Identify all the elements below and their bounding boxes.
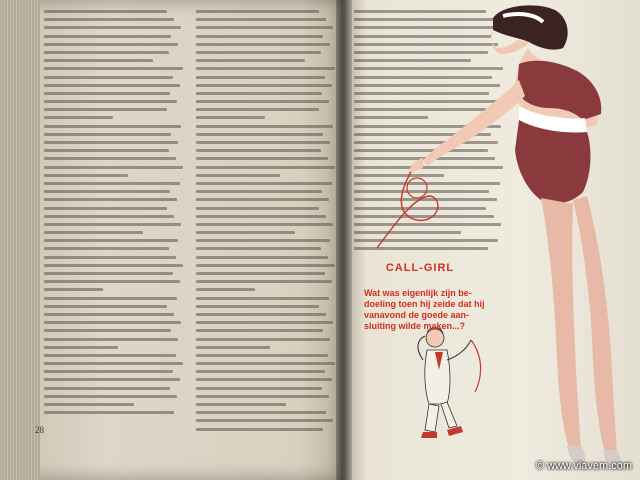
text-line <box>44 116 113 119</box>
text-line <box>196 239 330 242</box>
shorts-shape <box>515 120 590 203</box>
text-line <box>44 387 170 390</box>
text-line <box>44 239 178 242</box>
text-line <box>196 215 326 218</box>
text-line <box>44 280 180 283</box>
text-line <box>44 59 153 62</box>
text-line <box>196 272 325 275</box>
text-line <box>44 338 178 341</box>
text-line <box>44 166 183 169</box>
text-line <box>44 51 169 54</box>
text-line <box>44 370 173 373</box>
text-line <box>196 346 270 349</box>
article-title: CALL-GIRL <box>385 262 455 274</box>
text-line <box>196 419 333 422</box>
text-line <box>44 157 176 160</box>
text-line <box>196 182 332 185</box>
text-column-left <box>44 10 184 419</box>
text-line <box>44 18 174 21</box>
arm-shape <box>423 80 525 166</box>
text-line <box>196 51 321 54</box>
hand-shape <box>407 158 423 174</box>
text-line <box>44 288 103 291</box>
text-line <box>196 141 330 144</box>
text-line <box>44 174 128 177</box>
text-line <box>196 256 328 259</box>
text-line <box>196 321 333 324</box>
text-line <box>44 35 171 38</box>
text-line <box>44 305 167 308</box>
text-line <box>44 207 167 210</box>
text-line <box>44 182 180 185</box>
text-line <box>196 92 322 95</box>
page-edges <box>0 0 40 480</box>
text-line <box>44 329 171 332</box>
text-line <box>196 395 329 398</box>
man-arm <box>447 340 471 360</box>
cord-coil-shape <box>407 178 427 198</box>
text-line <box>196 35 323 38</box>
text-line <box>196 387 322 390</box>
text-line <box>44 100 177 103</box>
text-column-right <box>196 10 336 436</box>
text-line <box>44 403 134 406</box>
text-line <box>196 190 322 193</box>
text-line <box>196 116 265 119</box>
text-line <box>196 125 333 128</box>
text-line <box>44 43 178 46</box>
text-line <box>44 190 170 193</box>
text-line <box>44 133 171 136</box>
text-line <box>196 10 319 13</box>
text-line <box>196 100 329 103</box>
text-line <box>196 67 335 70</box>
text-line <box>44 297 177 300</box>
phone-cord-shape <box>377 172 438 248</box>
cartoon-man <box>418 328 481 438</box>
text-line <box>44 321 181 324</box>
text-line <box>196 18 326 21</box>
text-line <box>196 174 280 177</box>
text-line <box>44 264 183 267</box>
text-line <box>196 84 332 87</box>
watermark: © www.vlavem.com <box>535 460 632 472</box>
man-phone-arm <box>418 336 425 360</box>
man-shoe-left <box>421 432 437 438</box>
text-line <box>44 92 170 95</box>
text-line <box>44 411 174 414</box>
text-line <box>196 166 335 169</box>
text-line <box>196 247 321 250</box>
text-line <box>44 125 181 128</box>
page-number: 28 <box>35 425 44 435</box>
text-line <box>196 26 333 29</box>
text-line <box>44 256 176 259</box>
text-line <box>44 84 180 87</box>
text-line <box>44 231 143 234</box>
text-line <box>196 411 326 414</box>
man-leg-right <box>441 402 457 428</box>
text-line <box>44 141 178 144</box>
text-line <box>196 198 329 201</box>
text-line <box>44 362 183 365</box>
text-line <box>44 313 174 316</box>
leg-left-shape <box>541 198 581 448</box>
pinup-illustration <box>343 0 640 480</box>
text-line <box>196 43 330 46</box>
text-line <box>196 157 328 160</box>
man-phone-cord <box>471 340 481 392</box>
text-line <box>196 428 323 431</box>
text-line <box>44 346 118 349</box>
text-line <box>196 378 332 381</box>
text-line <box>44 354 176 357</box>
text-line <box>44 378 180 381</box>
article-headline <box>364 262 514 332</box>
text-line <box>196 305 319 308</box>
text-line <box>44 223 181 226</box>
text-line <box>196 231 295 234</box>
text-line <box>196 76 325 79</box>
text-line <box>44 215 174 218</box>
text-line <box>196 338 330 341</box>
text-line <box>196 297 329 300</box>
text-line <box>196 370 325 373</box>
text-line <box>196 108 319 111</box>
text-line <box>44 395 177 398</box>
text-line <box>196 313 326 316</box>
text-line <box>196 264 335 267</box>
text-line <box>44 67 183 70</box>
text-line <box>44 26 181 29</box>
man-leg-left <box>425 404 439 432</box>
text-line <box>44 198 177 201</box>
text-line <box>196 403 286 406</box>
text-line <box>196 207 319 210</box>
text-line <box>44 272 173 275</box>
text-line <box>44 10 167 13</box>
text-line <box>196 280 332 283</box>
text-line <box>196 59 305 62</box>
leg-right-shape <box>573 196 617 452</box>
text-line <box>196 329 323 332</box>
text-line <box>44 149 169 152</box>
text-line <box>196 354 328 357</box>
text-line <box>44 76 173 79</box>
article-question: Wat was eigenlijk zijn be-doeling toen hij zeide dat hij vanavond de goede aan-sluiting wilde maken...? <box>364 288 485 331</box>
text-line <box>196 223 333 226</box>
text-line <box>196 288 255 291</box>
text-line <box>196 362 335 365</box>
text-line <box>44 247 169 250</box>
hair-shape <box>493 5 568 49</box>
text-line <box>196 133 323 136</box>
text-line <box>196 149 321 152</box>
text-line <box>44 108 167 111</box>
